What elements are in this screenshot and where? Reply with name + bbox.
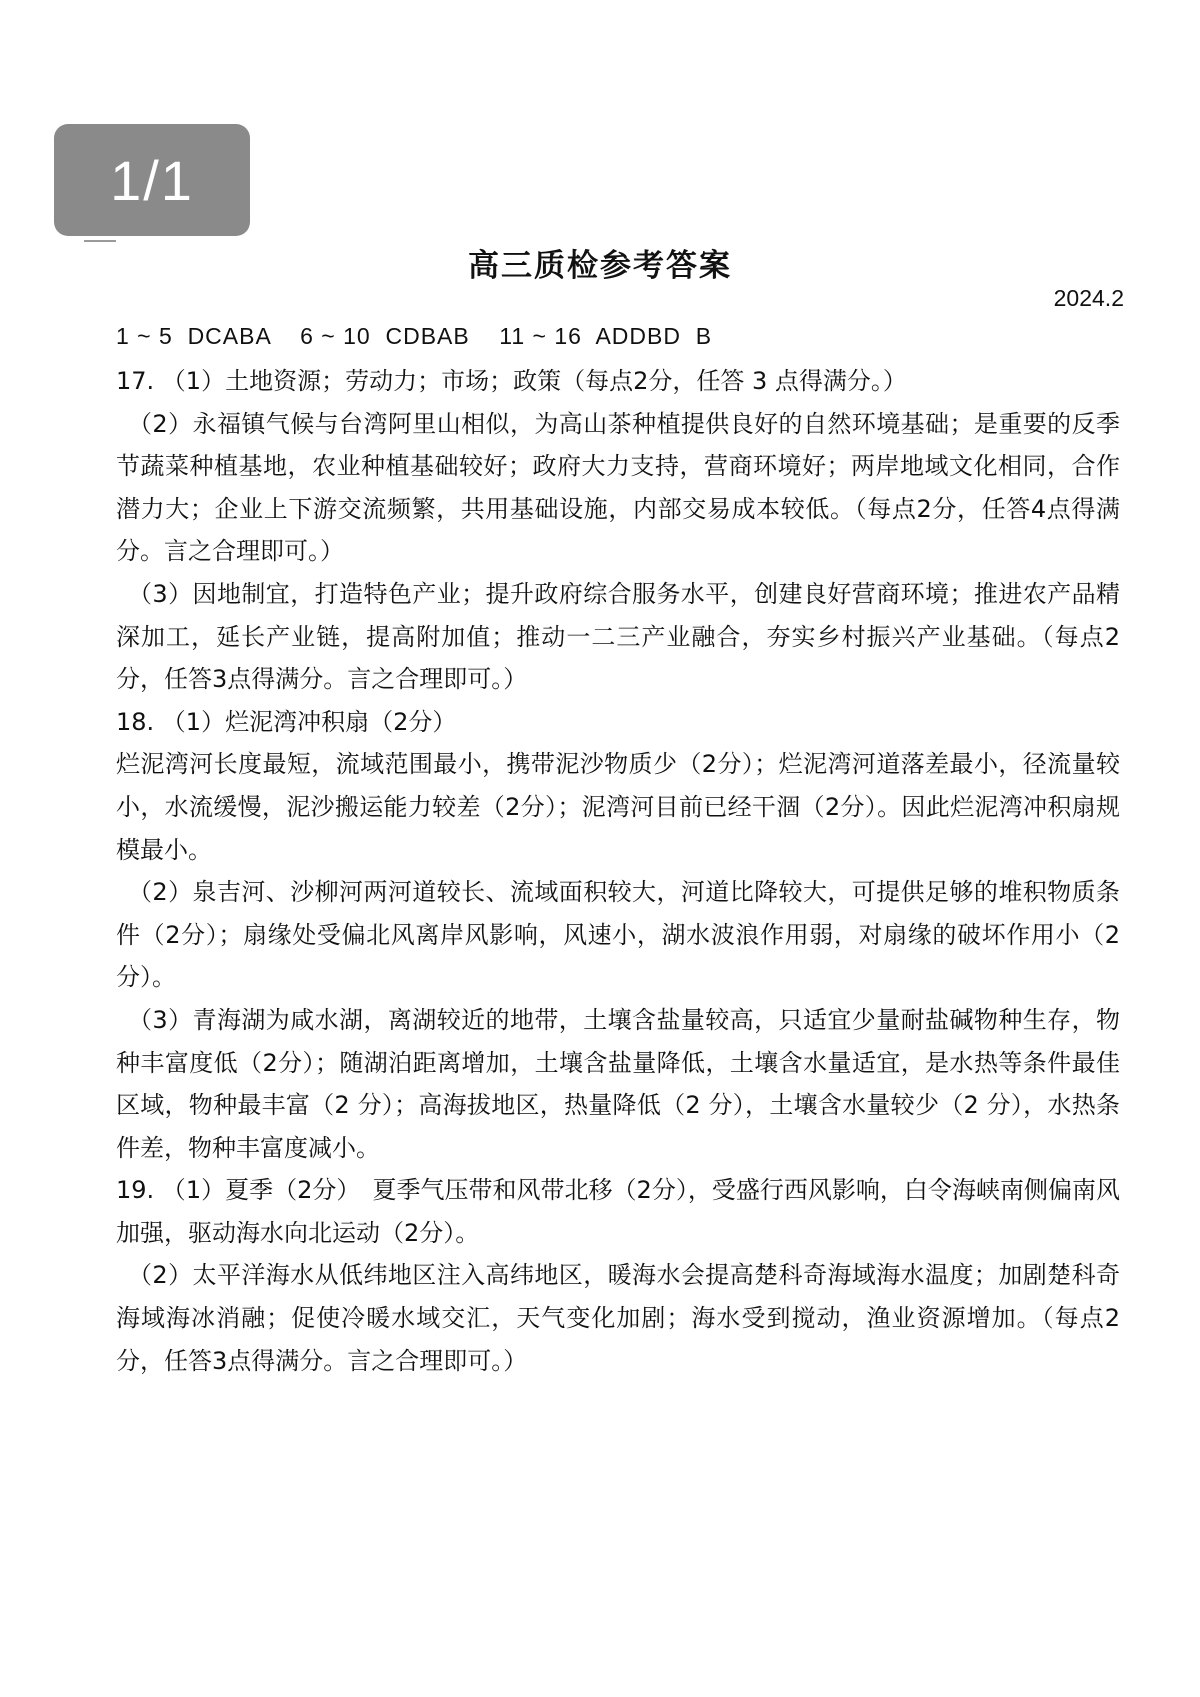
document-title: 高三质检参考答案: [468, 248, 732, 284]
page-indicator-text: 1/1: [110, 148, 194, 212]
answer-body: [116, 360, 1120, 1382]
document-date: 2024.2: [1053, 285, 1124, 311]
q17-part1: 17. （1）土地资源；劳动力；市场；政策（每点2分，任答 3 点得满分。）: [116, 367, 907, 395]
choice-answers-line: 1 ~ 5 DCABA 6 ~ 10 CDBAB 11 ~ 16 ADDBD B: [116, 323, 713, 349]
q19-part1: 19. （1）夏季（2分） 夏季气压带和风带北移（2分），受盛行西风影响，白令海峡南侧偏南风加强，驱动海水向北运动（2分）。: [116, 1176, 1120, 1247]
q17-part2: （2）永福镇气候与台湾阿里山相似，为高山茶种植提供良好的自然环境基础；是重要的反季节蔬菜种植基地，农业种植基础较好；政府大力支持，营商环境好；两岸地域文化相同，合作潜力大；企业上下游交流频繁，共用基础设施，内部交易成本较低。（每点2分，任答4点得满分。言之合理即可。）: [116, 409, 1120, 566]
page-indicator-badge: [54, 124, 250, 236]
q18-part3: （3）青海湖为咸水湖，离湖较近的地带，土壤含盐量较高，只适宜少量耐盐碱物种生存，物种丰富度低（2分）；随湖泊距离增加，土壤含盐量降低，土壤含水量适宜，是水热等条件最佳区域，物种最丰富（2 分）；高海拔地区，热量降低（2 分），土壤含水量较少（2 分），水热条件差，物种丰富度减小。: [116, 1005, 1120, 1162]
q18-part2: （2）泉吉河、沙柳河两河道较长、流域面积较大，河道比降较大，可提供足够的堆积物质条件（2分）；扇缘处受偏北风离岸风影响，风速小，湖水波浪作用弱，对扇缘的破坏作用小（2分）。: [116, 878, 1120, 992]
q19-part2: （2）太平洋海水从低纬地区注入高纬地区，暖海水会提高楚科奇海域海水温度；加剧楚科奇海域海冰消融；促使冷暖水域交汇，天气变化加剧；海水受到搅动，渔业资源增加。（每点2分，任答3点得满分。言之合理即可。）: [116, 1261, 1120, 1375]
q17-part3: （3）因地制宜，打造特色产业；提升政府综合服务水平，创建良好营商环境；推进农产品精深加工，延长产业链，提高附加值；推动一二三产业融合，夯实乡村振兴产业基础。（每点2分，任答3点得满分。言之合理即可。）: [116, 579, 1120, 694]
q18-part1-explanation: 烂泥湾河长度最短，流域范围最小，携带泥沙物质少（2分）；烂泥湾河道落差最小，径流量较小，水流缓慢，泥沙搬运能力较差（2分）；泥湾河目前已经干涸（2分）。因此烂泥湾冲积扇规模最小。: [116, 750, 1120, 864]
q18-part1: 18. （1）烂泥湾冲积扇（2分）: [116, 707, 457, 736]
